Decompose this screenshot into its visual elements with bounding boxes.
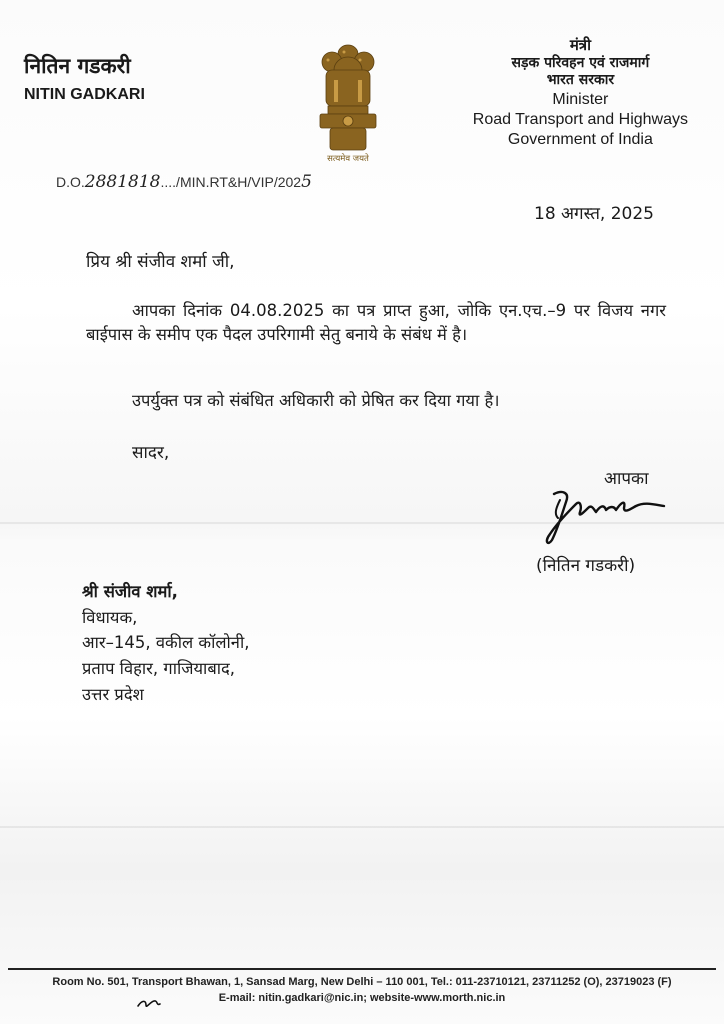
- body-paragraph-1: आपका दिनांक 04.08.2025 का पत्र प्राप्त हुआ, जोकि एन.एच.–9 पर विजय नगर बाईपास के समीप एक पैदल उपरिगामी सेतु बनाये के संबंध में है।: [86, 301, 666, 344]
- salutation: प्रिय श्री संजीव शर्मा जी,: [86, 252, 235, 272]
- reference-suffix: ..../MIN.RT&H/VIP/202: [160, 174, 302, 190]
- footer-divider: [8, 968, 716, 970]
- recipient-address-line-2: प्रताप विहार, गाजियाबाद,: [82, 659, 236, 678]
- footer-contact: E-mail: nitin.gadkari@nic.in; website-www.morth.nic.in: [218, 992, 506, 1004]
- paper-fold-line: [0, 826, 724, 828]
- recipient-address-line-1: आर–145, वकील कॉलोनी,: [82, 633, 250, 652]
- footer-address: Room No. 501, Transport Bhawan, 1, Sansad Marg, New Delhi – 110 001, Tel.: 011-23710121, 23711252 (O), 23719023 (F): [52, 976, 672, 988]
- signoff-yours: आपका: [604, 469, 649, 489]
- handwritten-signature-icon: [540, 484, 680, 550]
- office-block: [473, 36, 688, 150]
- reference-prefix: D.O.: [56, 174, 85, 190]
- emblem-motto: सत्यमेव जयते: [327, 154, 369, 164]
- handwritten-initials-icon: [134, 996, 164, 1012]
- reference-number: [56, 172, 312, 192]
- reference-handwritten-year: 5: [301, 172, 312, 192]
- body-paragraph-2: उपर्युक्त पत्र को संबंधित अधिकारी को प्रेषित कर दिया गया है।: [132, 391, 500, 410]
- office-ministry-hindi: सड़क परिवहन एवं राजमार्ग: [511, 54, 650, 71]
- signoff-name: (नितिन गडकरी): [536, 556, 636, 576]
- office-govt-english: Government of India: [507, 130, 653, 148]
- recipient-address-line-3: उत्तर प्रदेश: [82, 685, 144, 704]
- reference-handwritten-number: 2881818: [84, 172, 161, 192]
- letter-date: 18 अगस्त, 2025: [534, 204, 654, 224]
- recipient-name: श्री संजीव शर्मा,: [82, 582, 178, 601]
- office-title-english: Minister: [552, 90, 609, 108]
- office-ministry-english: Road Transport and Highways: [472, 110, 688, 128]
- recipient-designation: विधायक,: [82, 608, 138, 627]
- office-title-hindi: मंत्री: [569, 36, 591, 54]
- closing: सादर,: [132, 443, 170, 463]
- sender-name-english: NITIN GADKARI: [24, 86, 145, 103]
- office-govt-hindi: भारत सरकार: [546, 72, 615, 89]
- ashoka-emblem-icon: [306, 40, 390, 166]
- sender-name-hindi: नितिन गडकरी: [24, 54, 131, 78]
